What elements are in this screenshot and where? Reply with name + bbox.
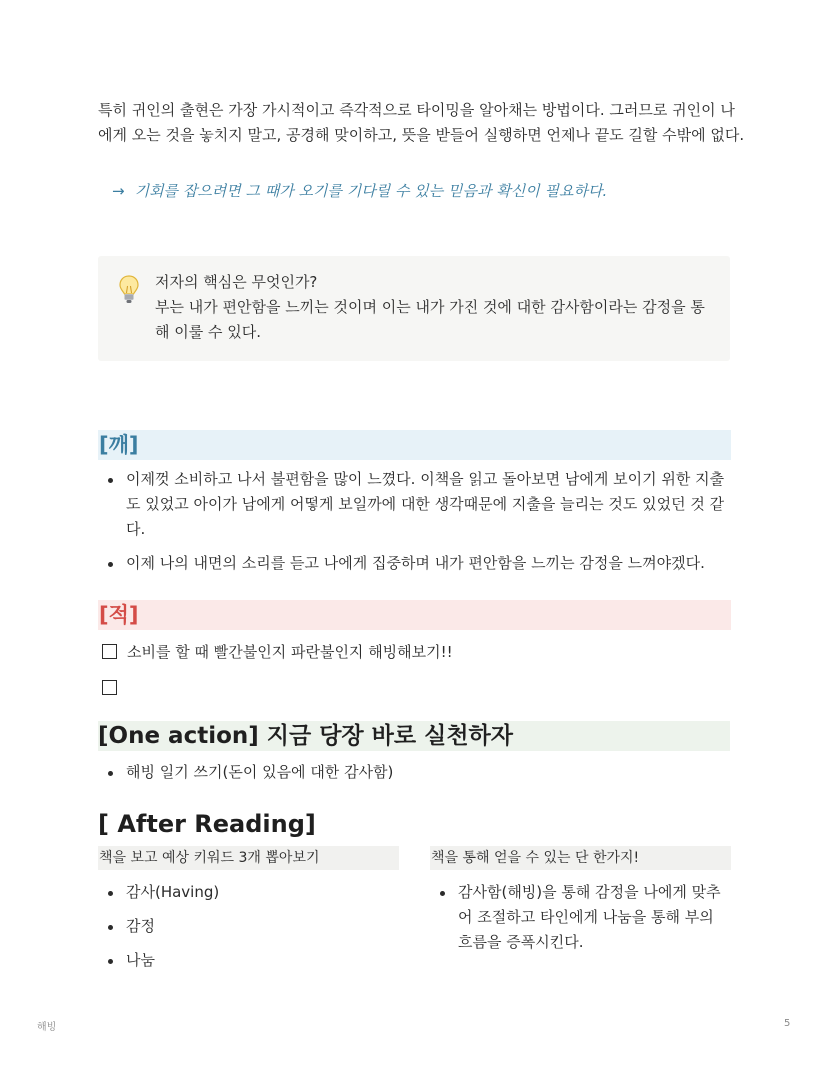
list-item: 이제 나의 내면의 소리를 듣고 나에게 집중하며 내가 편안함을 느끼는 감정을 느껴야겠다. <box>98 551 728 576</box>
callout-box <box>98 256 730 361</box>
list-item: 감정 <box>98 914 398 939</box>
lightbulb-icon <box>118 274 140 306</box>
callout-question: 저자의 핵심은 무엇인가? <box>155 273 318 291</box>
list-item: 감사함(해빙)을 통해 감정을 나에게 맞추어 조절하고 타인에게 나눔을 통해 부의 흐름을 증폭시킨다. <box>430 880 730 955</box>
footer-title: 해빙 <box>37 1022 57 1033</box>
callout-answer: 부는 내가 편안함을 느끼는 것이며 이는 내가 가진 것에 대한 감사함이라는 감정을 통해 이룰 수 있다. <box>155 298 705 341</box>
arrow-right-icon: → <box>112 182 125 200</box>
list-item: 해빙 일기 쓰기(돈이 있음에 대한 감사함) <box>98 760 728 785</box>
todo-checkbox[interactable] <box>102 644 117 659</box>
one-thing-list <box>430 880 730 955</box>
heading-kkae: [깨] <box>98 430 731 460</box>
heading-after-reading: [ After Reading] <box>98 810 316 838</box>
one-thing-column-header: 책을 통해 얻을 수 있는 단 한가지! <box>430 846 731 870</box>
keywords-list <box>98 880 398 982</box>
heading-one-action: [One action] 지금 당장 바로 실천하자 <box>98 721 730 751</box>
arrow-note-text: 기회를 잡으려면 그 때가 오기를 기다릴 수 있는 믿음과 확신이 필요하다. <box>134 182 608 200</box>
intro-paragraph: 특히 귀인의 출현은 가장 가시적이고 즉각적으로 타이밍을 알아채는 방법이다. 그러므로 귀인이 나에게 오는 것을 놓치지 말고, 공경해 맞이하고, 뜻을 받들어 실행하면 언제나 끝도 길할 수밖에 없다. <box>98 101 745 144</box>
list-item: 감사(Having) <box>98 880 398 905</box>
keywords-column-header: 책을 보고 예상 키워드 3개 뽑아보기 <box>98 846 399 870</box>
callout-text <box>155 270 715 345</box>
kkae-list <box>98 467 728 585</box>
list-item: 나눔 <box>98 948 398 973</box>
arrow-note <box>112 179 607 204</box>
todo-checkbox[interactable] <box>102 680 117 695</box>
page-number: 5 <box>784 1018 791 1029</box>
todo-item <box>102 641 453 663</box>
one-action-list <box>98 760 728 785</box>
heading-jeok: [적] <box>98 600 731 630</box>
todo-item <box>102 677 127 699</box>
list-item: 이제껏 소비하고 나서 불편함을 많이 느꼈다. 이책을 읽고 돌아보면 남에게 보이기 위한 지출도 있었고 아이가 남에게 어떻게 보일까에 대한 생각때문에 지출을 늘리는 것도 있었던 것 같다. <box>98 467 728 542</box>
todo-label: 소비를 할 때 빨간불인지 파란불인지 해빙해보기!! <box>127 643 453 661</box>
